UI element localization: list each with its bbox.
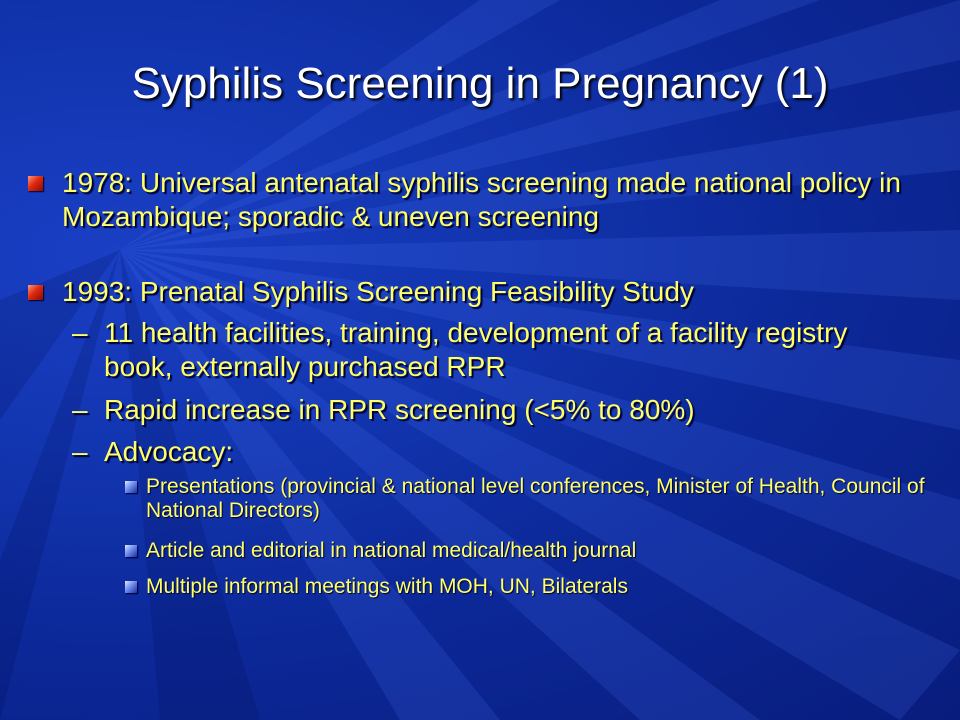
- blue-square-bullet-icon: [125, 481, 137, 493]
- dash-marker: –: [72, 317, 88, 348]
- blue-square-bullet-icon: [125, 581, 137, 593]
- red-square-bullet-icon: [28, 285, 43, 300]
- bullet-1978: 1978: Universal antenatal syphilis screening made national policy in Mozambique; sporadic & uneven screening: [62, 167, 901, 232]
- blue-square-bullet-icon: [125, 545, 137, 557]
- advocacy-item-article: Article and editorial in national medical/health journal: [146, 539, 637, 562]
- sub-bullet-advocacy: Advocacy:: [104, 436, 234, 467]
- dash-marker: –: [72, 394, 88, 425]
- red-square-bullet-icon: [28, 176, 43, 191]
- bullet-1993: 1993: Prenatal Syphilis Screening Feasibility Study: [62, 276, 694, 307]
- sub-bullet-health-facilities: 11 health facilities, training, development of a facility registry book, externally purchased RPR: [104, 317, 848, 382]
- dash-marker: –: [72, 436, 88, 467]
- advocacy-item-presentations: Presentations (provincial & national level conferences, Minister of Health, Council of National Directors): [146, 475, 925, 522]
- sub-bullet-rapid-increase: Rapid increase in RPR screening (<5% to 80%): [104, 394, 695, 425]
- advocacy-item-meetings: Multiple informal meetings with MOH, UN, Bilaterals: [146, 575, 628, 598]
- slide-title: Syphilis Screening in Pregnancy (1): [131, 59, 829, 108]
